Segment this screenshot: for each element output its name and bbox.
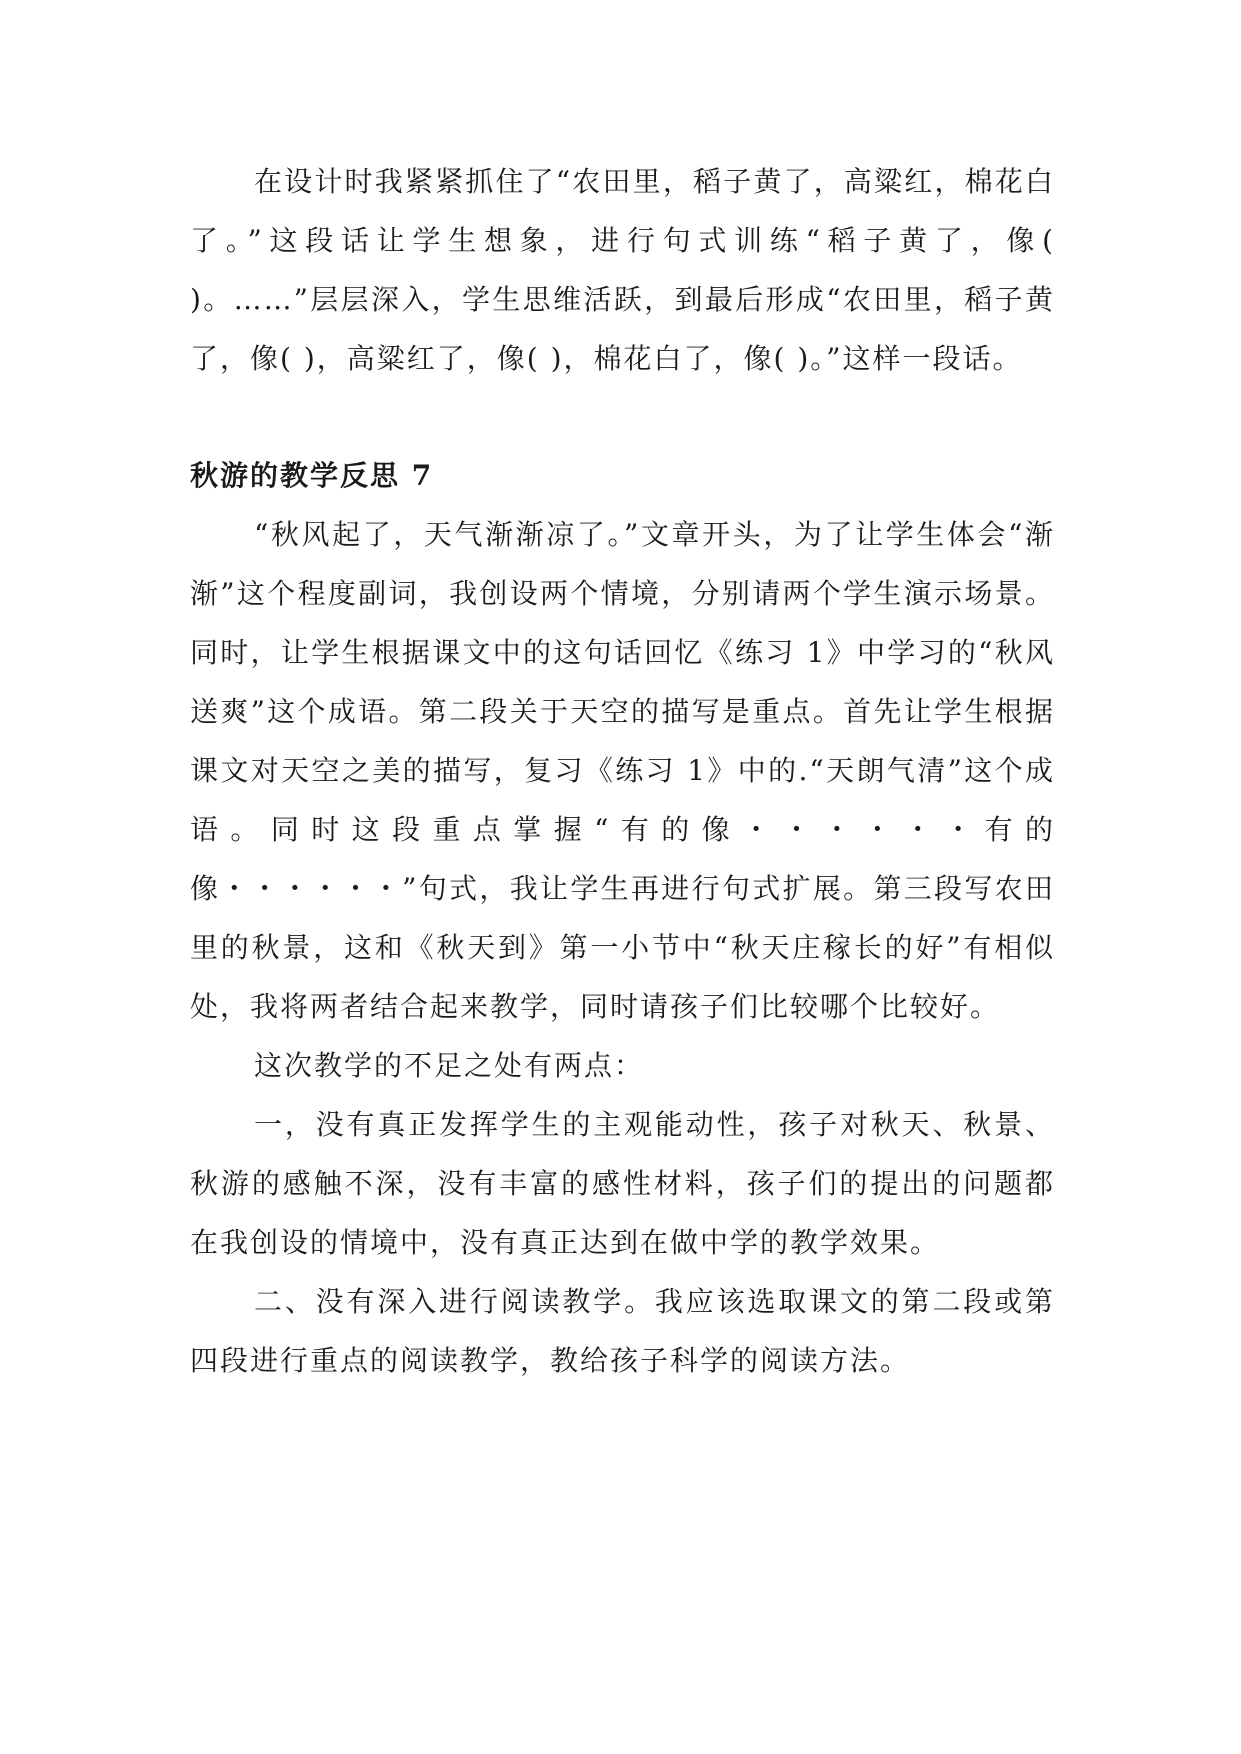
section-title: 秋游的教学反思 7 xyxy=(190,459,434,492)
document-page xyxy=(190,152,1055,1390)
paragraph-1: “秋风起了，天气渐渐凉了。”文章开头，为了让学生体会“渐渐”这个程度副词，我创设两个情境，分别请两个学生演示场景。同时，让学生根据课文中的这句话回忆《练习 1》中学习的“秋风送爽”这个成语。第二段关于天空的描写是重点。首先让学生根据课文对天空之美的描写，复习《练习 1》中的.“天朗气清”这个成语。同时这段重点掌握“有的像・・・・・・有的像・・・・・・”句式，我让学生再进行句式扩展。第三段写农田里的秋景，这和《秋天到》第一小节中“秋天庄稼长的好”有相似处，我将两者结合起来教学，同时请孩子们比较哪个比较好。 xyxy=(190,518,1055,1023)
paragraph-2: 这次教学的不足之处有两点： xyxy=(254,1049,645,1082)
paragraph-4: 二、没有深入进行阅读教学。我应该选取课文的第二段或第四段进行重点的阅读教学，教给孩子科学的阅读方法。 xyxy=(190,1285,1055,1377)
paragraph-3: 一，没有真正发挥学生的主观能动性，孩子对秋天、秋景、秋游的感触不深，没有丰富的感性材料，孩子们的提出的问题都在我创设的情境中，没有真正达到在做中学的教学效果。 xyxy=(190,1108,1055,1259)
section-gap xyxy=(190,388,1055,446)
paragraph-intro: 在设计时我紧紧抓住了“农田里，稻子黄了，高粱红，棉花白了。”这段话让学生想象，进行句式训练“稻子黄了，像( )。……”层层深入，学生思维活跃，到最后形成“农田里，稻子黄了，像( )，高粱红了，像( )，棉花白了，像( )。”这样一段话。 xyxy=(190,165,1055,375)
